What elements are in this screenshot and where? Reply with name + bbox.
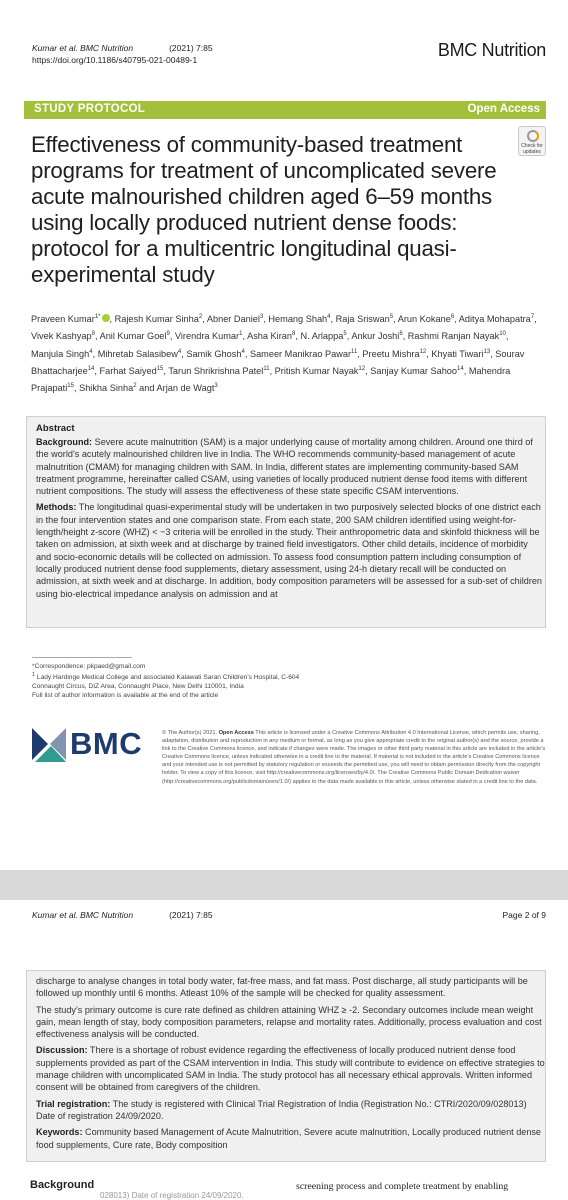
author-name: Rashmi Ranjan Nayak [407, 331, 500, 342]
updates-badge-text: Check for updates [521, 143, 543, 155]
author-list: Praveen Kumar$^{1*}$ , Rajesh Kumar Sinha$^2$, Abner Daniel$^3$, Hemang Shah$^4$, Raja Sriswan$^5$, Arun Kokane$^6$, Aditya Mohapatra$^7$, Vivek Kashyap$^8$, Anil Kumar Goel$^9$, Virendra Kumar$^1$, Asha Kiran$^8$, N. Arlappa$^5$, Ankur Joshi$^6$, Rashmi Ranjan Nayak$^{10}$, Manjula Singh$^4$, Mihretab Salasibew$^4$, Samik Ghosh$^4$, Sameer Manikrao Pawar$^{11}$, Preetu Mishra$^{12}$, Khyati Tiwari$^{13}$, Sourav Bhattacharjee$^{14}$, Farhat Saiyed$^{15}$, Tarun Shrikrishna Patel$^{11}$, Pritish Kumar Nayak$^{12}$, Sanjay Kumar Sahoo$^{14}$, Mahendra Prajapati$^{15}$, Shikha Sinha$^2$ and Arjan de Wagt$^3$ [31, 314, 537, 394]
running-header-page2 [32, 910, 213, 920]
author-name: Abner Daniel [206, 314, 260, 325]
author-affiliation-sup: 14 [457, 366, 464, 373]
author-name: Arjan de Wagt [156, 383, 215, 394]
footnote [32, 662, 302, 700]
author-name: Hemang Shah [268, 314, 328, 325]
author-name: Shikha Sinha [79, 383, 134, 394]
license-open-access: Open Access [218, 730, 254, 736]
journal-citation: Kumar et al. BMC Nutrition [32, 43, 134, 53]
methods-text: The longitudinal quasi-experimental study will be undertaken in two purposively selected blocks of one district each in the four intervention states and one comparison state. From each state, 200 SAM children identified using weight-for-length/height z-score (WHZ) < −3 criteria will be enrolled in the study. Their anthropometric data and skinfold thickness will be taken on admission, at sixth week and at discharge by trained field investigators. Other child details, incidence of morbidity and socio-economic details will be collected on admission. To assess food consumption pattern including consumption of locally produced nutrient dense food supplements, dietary assessment, using 24-h dietary recall will be conducted on admission, at sixth week and at discharge. In addition, body composition parameters will be assessed for a sub-set of children using bio-electrical impedance analysis on admission and at [36, 502, 542, 599]
trial-text: The study is registered with Clinical Trial Registration of India (Registration No.: CTRI/2020/09/028013) Date of registration 24/09/2020. [36, 1098, 527, 1121]
page-number: Page 2 of 9 [502, 910, 546, 920]
abstract-trial-registration [36, 1098, 545, 1123]
author-affiliation-sup: 11 [351, 348, 358, 355]
affiliation-text: Lady Hardinge Medical College and associated Kalawati Saran Children’s Hospital, C-604 Connaught Circus, DIZ Area, Connaught Place, New Delhi 110001, India [32, 674, 300, 691]
journal-brand: BMC Nutrition [437, 40, 546, 60]
citation-year: (2021) 7:85 [169, 43, 213, 53]
license-lead: © The Author(s) 2021. [162, 730, 218, 736]
orcid-icon[interactable] [102, 314, 110, 322]
author-name: Sameer Manikrao Pawar [249, 348, 352, 359]
author-affiliation-sup: 12 [419, 348, 427, 355]
abstract-box [26, 416, 546, 628]
author-affiliation-sup: 5 [389, 314, 394, 320]
author-name: Praveen Kumar [31, 314, 95, 325]
author-affiliation-sup: 4 [177, 348, 182, 355]
citation-year-page2: (2021) 7:85 [169, 910, 213, 920]
author-affiliation-sup: 12 [358, 366, 366, 373]
author-name: Vivek Kashyap [31, 331, 92, 342]
author-affiliation-sup: 4 [241, 348, 245, 355]
author-affiliation-sup: 2 [198, 314, 203, 320]
author-affiliation-sup: 3 [214, 383, 218, 390]
author-name: Ankur Joshi [351, 331, 400, 342]
abstract-heading: Abstract [36, 423, 75, 434]
bmc-logo [32, 728, 152, 762]
author-name: Sanjay Kumar Sahoo [370, 366, 458, 377]
author-name: Asha Kiran [247, 331, 293, 342]
methods-label: Methods: [36, 502, 77, 513]
footnote-divider [32, 657, 132, 658]
overlap-ghost-text: 028013) Date of registration 24/09/2020. [100, 1191, 244, 1200]
author-name: Preetu Mishra [362, 348, 420, 359]
author-affiliation-sup: 11 [263, 366, 270, 373]
author-name: Sourav Bhattacharjee [31, 348, 525, 377]
author-affiliation-sup: 1* [94, 314, 101, 320]
background-text: Severe acute malnutrition (SAM) is a major underlying cause of mortality among children. Around one third of the world’s acutely malnourished children live in India. The WHO recommends community-based management of acute malnutrition (CMAM) for managing children with SAM. In India, different states are implementing community-based SAM treatment programme, hereinafter called CSAM, using varieties of locally produced nutrient dense food items with different nutrient compositions. The study will assess the effectiveness of these state specific CSAM interventions. [36, 437, 533, 497]
article-type-label: STUDY PROTOCOL [34, 103, 146, 115]
author-name: Virendra Kumar [174, 331, 240, 342]
author-affiliation-sup: 6 [450, 314, 455, 320]
page2-body-start [0, 1176, 568, 1200]
abstract-methods [36, 501, 545, 599]
author-name: Mahendra Prajapati [31, 366, 511, 394]
abstract-cont-p2: The study’s primary outcome is cure rate defined as children attaining WHZ ≥ -2. Secondary outcomes include mean weight gain, mean length of stay, body composition parameters, relapse and mortality rates. Additionally, process evaluation and cost effectiveness analysis will be conducted. [36, 1004, 542, 1040]
background-label: Background: [36, 437, 93, 447]
author-affiliation-sup: 9 [166, 331, 170, 338]
author-affiliation-sup: 4 [89, 348, 93, 355]
author-affiliation-sup: 10 [499, 331, 506, 338]
author-name: Manjula Singh [31, 348, 90, 359]
discussion-text: There is a shortage of robust evidence regarding the effectiveness of locally produced nutrient dense food supplements provided as part of the CSAM intervention in India. This study will contribute to evidence on effective strategies to manage children with uncomplicated SAM in India. The study protocol has all necessary ethical approvals. Written informed consent will be obtained from caregivers of the children. [36, 1045, 545, 1093]
author-name: Farhat Saiyed [99, 366, 157, 377]
author-affiliation-sup: 8 [292, 331, 296, 338]
abstract-keywords [36, 1126, 545, 1151]
author-affiliation-sup: 14 [87, 366, 95, 373]
author-affiliation-sup: 15 [67, 383, 74, 390]
license-text: This article is licensed under a Creative Commons Attribution 4.0 International License, which permits use, sharing, adaptation, distribution and reproduction in any medium or format, as long as you give appropriate credit to the original author(s) and the source, provide a link to the Creative Commons licence, and indicate if changes were made. The images or other third party material in this article are included in the article’s Creative Commons licence, unless indicated otherwise in a credit line to the material. If material is not included in the article’s Creative Commons licence and your intended use is not permitted by statutory regulation or exceeds the permitted use, you will need to obtain permission directly from the copyright holder. To view a copy of this licence, visit http://creativecommons.org/licenses/by/4.0/. The Creative Commons Public Domain Dedication waiver (http://creativecommons.org/publicdomain/zero/1.0/) applies to the data made available in this article, unless otherwise stated in a credit line to the data. [162, 730, 546, 785]
author-name: Khyati Tiwari [431, 348, 484, 359]
author-name: N. Arlappa [300, 331, 344, 342]
author-name: Aditya Mohapatra [458, 314, 531, 325]
author-name: Tarun Shrikrishna Patel [168, 366, 264, 377]
open-access-label: Open Access [467, 103, 540, 115]
trial-label: Trial registration: [36, 1098, 111, 1109]
correspondence-line: *Correspondence: pkpaed@gmail.com [32, 663, 146, 670]
page-gap [0, 870, 568, 900]
author-affiliation-sup: 3 [259, 314, 264, 320]
author-name: Mihretab Salasibew [97, 348, 178, 359]
author-name: Arun Kokane [397, 314, 451, 325]
affiliation-line [32, 671, 302, 691]
author-name: Pritish Kumar Nayak [274, 366, 359, 377]
author-affiliation-sup: 1 [239, 331, 243, 338]
author-affiliation-sup: 8 [91, 331, 95, 338]
running-header [32, 42, 213, 66]
author-affiliation-sup: 6 [399, 331, 403, 338]
license-statement [162, 729, 547, 786]
author-name: Rajesh Kumar Sinha [114, 314, 199, 325]
update-ring-icon [527, 130, 539, 142]
abstract-cont-p1: discharge to analyse changes in total body water, fat-free mass, and fat mass. Post discharge, all study participants will be followed up monthly until 6 months. Atleast 10% of the sample will be checked for quality assessment. [36, 976, 528, 999]
article-title: Effectiveness of community-based treatment programs for treatment of uncomplicated severe acute malnourished children aged 6–59 months using locally produced nutrient dense foods: protocol for a multicentric longitudinal quasi-experimental study [31, 132, 497, 287]
check-for-updates-badge[interactable] [518, 126, 546, 156]
author-affiliation-sup: 4 [327, 314, 331, 320]
keywords-label: Keywords: [36, 1127, 83, 1138]
abstract-continued-box [26, 970, 546, 1162]
author-name: Samik Ghosh [186, 348, 242, 359]
right-column-text: screening process and complete treatment by enabling [296, 1181, 509, 1192]
abstract-background [36, 436, 545, 497]
journal-citation-page2: Kumar et al. BMC Nutrition [32, 910, 134, 920]
bmc-logo-mark-icon [32, 728, 66, 762]
full-list-note: Full list of author information is available at the end of the article [32, 692, 219, 700]
background-section-heading: Background [30, 1179, 95, 1191]
affiliation-sup: 1 [32, 672, 36, 678]
author-name: Anil Kumar Goel [99, 331, 167, 342]
doi-link[interactable]: https://doi.org/10.1186/s40795-021-00489-1 [32, 55, 198, 65]
author-affiliation-sup: 5 [343, 331, 347, 338]
bmc-logo-word: BMC [70, 726, 143, 761]
author-affiliation-sup: 13 [483, 348, 491, 355]
author-affiliation-sup: 15 [156, 366, 164, 373]
abstract-discussion [36, 1044, 545, 1093]
author-name: Raja Sriswan [335, 314, 390, 325]
article-type-banner [24, 101, 546, 119]
author-affiliation-sup: 2 [133, 383, 137, 390]
author-affiliation-sup: 7 [530, 314, 535, 320]
discussion-label: Discussion: [36, 1045, 88, 1056]
keywords-text: Community based Management of Acute Malnutrition, Severe acute malnutrition, Locally produced nutrient dense food supplements, Cure rate, Body composition [36, 1127, 541, 1150]
